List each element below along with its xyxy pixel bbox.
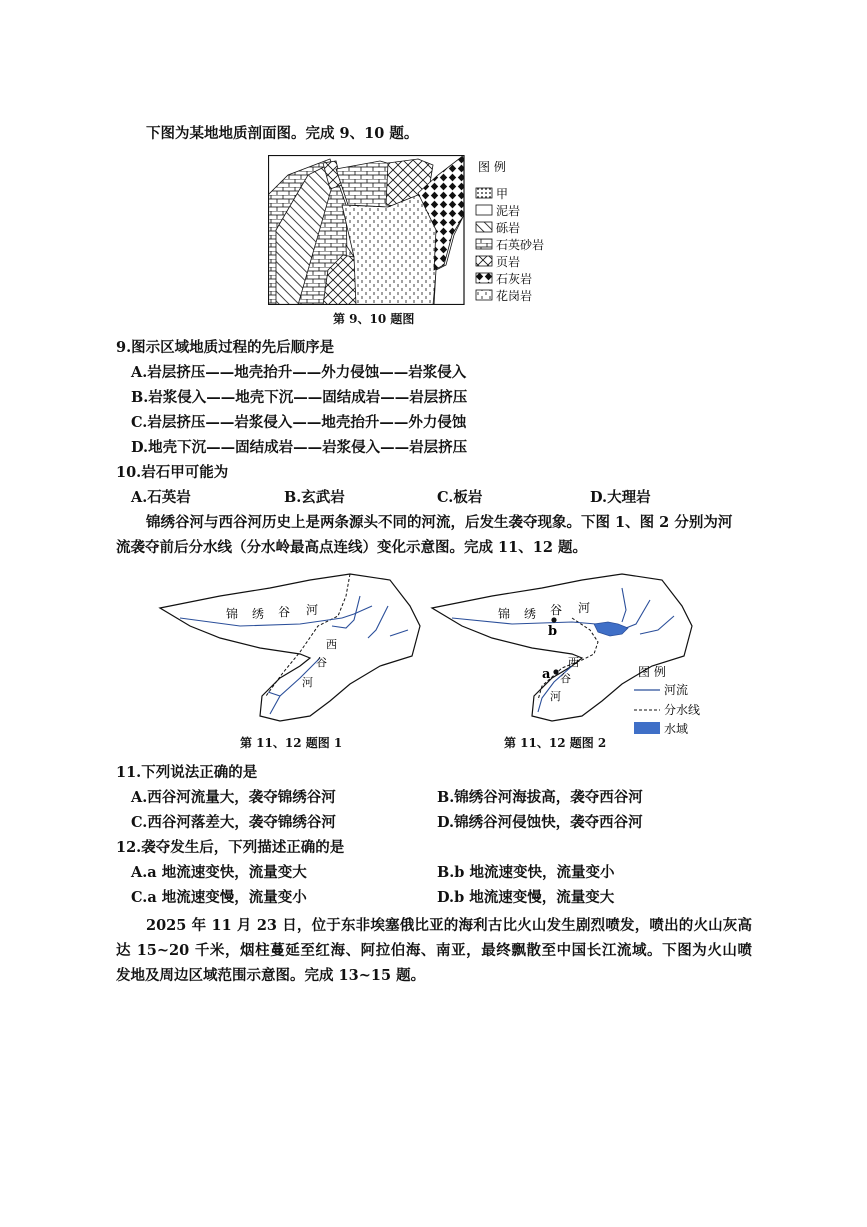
q11-option-b[interactable]: B.锦绣谷河海拔高，袭夺西谷河 (437, 789, 643, 806)
label-he2-2: 河 (550, 690, 561, 703)
label-point-a: a (542, 667, 551, 682)
q9-stem: 9.图示区域地质过程的先后顺序是 (116, 339, 335, 356)
fig2-legend-title: 图 例 (638, 665, 666, 679)
q12-option-c[interactable]: C.a 地流速变慢，流量变小 (131, 889, 307, 906)
legend-label-1: 泥岩 (496, 204, 521, 218)
label-xi-2: 西 (568, 656, 579, 669)
label-jin-1: 锦 (226, 607, 239, 621)
fig2-caption-1: 第 11、12 题图 1 (240, 736, 343, 750)
q10-stem: 10.岩石甲可能为 (116, 464, 229, 481)
intro-11-12-line2: 流袭夺前后分水线（分水岭最高点连线）变化示意图。完成 11、12 题。 (116, 539, 587, 556)
q10-option-b[interactable]: B.玄武岩 (284, 489, 345, 506)
q11-option-d[interactable]: D.锦绣谷河侵蚀快，袭夺西谷河 (437, 814, 643, 831)
label-he-1: 河 (306, 603, 319, 617)
basin-outline-2 (432, 574, 692, 721)
label-gu-1: 谷 (278, 605, 291, 619)
legend-swatch-granite (476, 290, 492, 300)
granite-intrusion (342, 195, 440, 305)
river-capture-figure (150, 566, 710, 756)
legend-label-6: 花岗岩 (496, 289, 533, 303)
legend-swatch-limestone (476, 273, 492, 283)
q9-option-d[interactable]: D.地壳下沉——固结成岩——岩浆侵入——岩层挤压 (131, 439, 468, 456)
geologic-section-figure (268, 155, 568, 305)
q12-option-d[interactable]: D.b 地流速变慢，流量变大 (437, 889, 615, 906)
fig2-caption-2: 第 11、12 题图 2 (504, 736, 607, 750)
legend-label-0: 甲 (496, 187, 509, 201)
q11-stem: 11.下列说法正确的是 (116, 764, 258, 781)
q9-option-a[interactable]: A.岩层挤压——地壳抬升——外力侵蚀——岩浆侵入 (131, 364, 467, 381)
fig2-legend-divide: 分水线 (664, 703, 701, 717)
label-jin-2: 锦 (498, 607, 511, 621)
intro-13-15-line1: 2025 年 11 月 23 日，位于东非埃塞俄比亚的海利古比火山发生剧烈喷发，喷出的火山灰高 (146, 917, 752, 934)
legend-label-3: 石英砂岩 (496, 238, 545, 252)
q12-option-b[interactable]: B.b 地流速变快，流量变小 (437, 864, 615, 881)
map-before-capture (160, 574, 420, 721)
legend-swatch-jia (476, 188, 492, 198)
label-xiu-1: 绣 (252, 607, 265, 621)
intro-11-12-line1: 锦绣谷河与西谷河历史上是两条源头不同的河流，后发生袭夺现象。下图 1、图 2 分别为河 (146, 514, 733, 531)
q10-option-c[interactable]: C.板岩 (437, 489, 483, 506)
intro-13-15-line3: 发地及周边区域范围示意图。完成 13~15 题。 (116, 967, 426, 984)
intro-9-10: 下图为某地地质剖面图。完成 9、10 题。 (146, 125, 419, 142)
intro-13-15-line2: 达 15~20 千米，烟柱蔓延至红海、阿拉伯海、南亚，最终飘散至中国长江流域。下图为火山喷 (116, 942, 752, 959)
fig2-legend-water: 水域 (664, 722, 689, 736)
legend-label-5: 石灰岩 (496, 272, 533, 286)
basin-outline-1 (160, 574, 420, 721)
legend-swatch-conglomerate (476, 222, 492, 232)
q10-option-a[interactable]: A.石英岩 (131, 489, 191, 506)
label-gu2-1: 谷 (316, 656, 327, 669)
q10-option-d[interactable]: D.大理岩 (590, 489, 651, 506)
point-a-dot (553, 669, 558, 674)
label-xiu-2: 绣 (524, 607, 537, 621)
map-after-capture (432, 574, 692, 721)
label-gu2-2: 谷 (560, 672, 571, 685)
label-he-2: 河 (578, 601, 591, 615)
label-xi-1: 西 (326, 638, 337, 651)
legend-water-swatch (634, 722, 660, 734)
label-he2-1: 河 (302, 676, 313, 689)
legend-swatch-mudstone (476, 205, 492, 215)
q9-option-c[interactable]: C.岩层挤压——岩浆侵入——地壳抬升——外力侵蚀 (131, 414, 467, 431)
label-point-b: b (548, 624, 558, 639)
legend-swatch-shale (476, 256, 492, 266)
legend-title: 图 例 (478, 160, 506, 174)
fig1-caption: 第 9、10 题图 (333, 312, 415, 326)
q12-option-a[interactable]: A.a 地流速变快，流量变大 (131, 864, 307, 881)
q11-option-a[interactable]: A.西谷河流量大，袭夺锦绣谷河 (131, 789, 336, 806)
legend-label-4: 页岩 (496, 255, 521, 269)
q11-option-c[interactable]: C.西谷河落差大，袭夺锦绣谷河 (131, 814, 336, 831)
q12-stem: 12.袭夺发生后，下列描述正确的是 (116, 839, 345, 856)
point-b-dot (551, 617, 556, 622)
legend-label-2: 砾岩 (496, 221, 521, 235)
label-gu-2: 谷 (550, 603, 563, 617)
q9-option-b[interactable]: B.岩浆侵入——地壳下沉——固结成岩——岩层挤压 (131, 389, 468, 406)
fig2-legend-river: 河流 (664, 683, 689, 697)
legend-swatch-quartz-sandstone (476, 239, 492, 249)
